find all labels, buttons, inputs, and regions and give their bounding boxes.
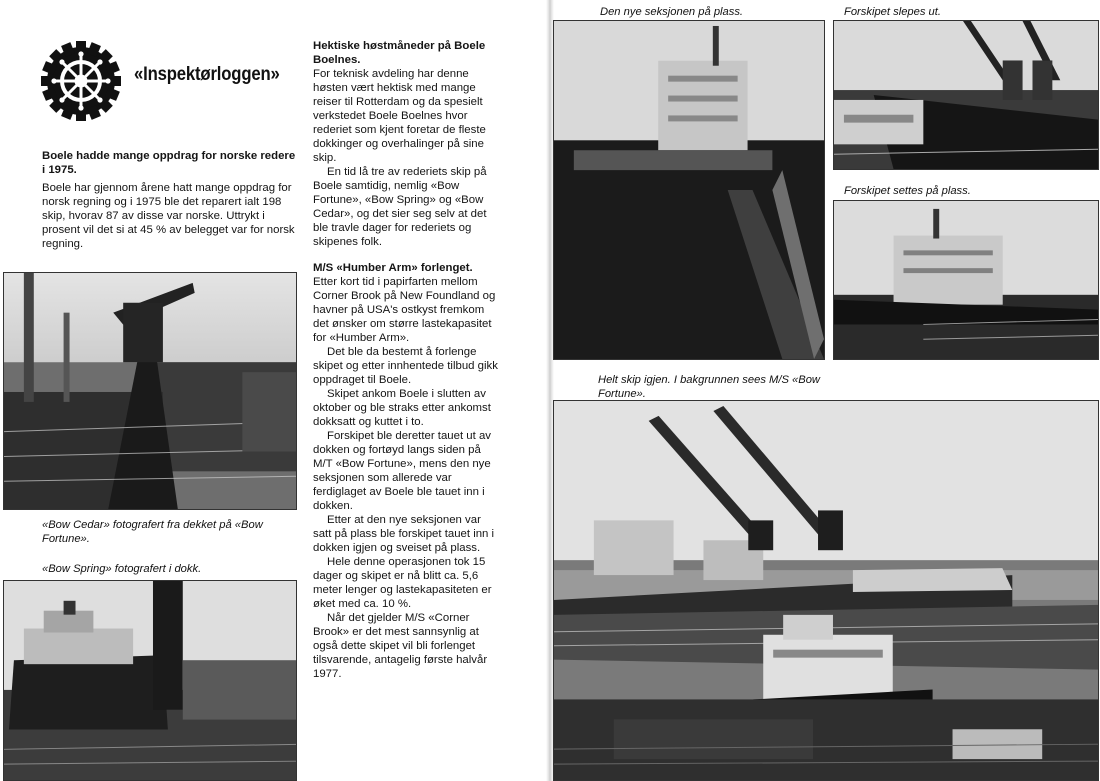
paragraph: Forskipet ble deretter tauet ut av dokken og fortøyd langs siden på M/T «Bow Fortune», mens den nye seksjonen som allerede var ferdiglaget av Boele ble tauet inn i dokken. xyxy=(313,430,491,512)
photo-bow-spring xyxy=(3,580,297,781)
article-body: Boele har gjennom årene hatt mange oppdrag for norsk regning og i 1975 ble det reparert ialt 198 skip, hvorav 87 av disse var norske. Uttrykt i prosent vil det si at 45 % av belegget var for norsk regning. xyxy=(42,182,295,250)
masthead-title: «Inspektørloggen» xyxy=(134,64,280,85)
paragraph: For teknisk avdeling har denne høsten vært hektisk med mange reiser til Rotterdam og da spesielt verkstedet Boele Boelnes hvor rederiet som kjent foretar de fleste dokkinger og overhalinger på sine skip. xyxy=(313,68,486,164)
photo-whole-ship xyxy=(553,400,1099,781)
photo-bow-cedar xyxy=(3,272,297,510)
article-heading: Boele hadde mange oppdrag for norske redere i 1975. xyxy=(42,150,296,176)
paragraph: En tid lå tre av rederiets skip på Boele samtidig, nemlig «Bow Fortune», «Bow Spring» og «Bow Cedar», og det sier seg selv at det ble travle dager for rederiets og skipenes folk. xyxy=(313,166,487,248)
article-column-2 xyxy=(313,39,500,681)
paragraph: Det ble da bestemt å forlenge skipet og etter innhentede tilbud gikk oppdraget til Boele. xyxy=(313,346,498,386)
caption-text: «Bow Cedar» fotografert fra dekket på «Bow Fortune». xyxy=(42,519,263,545)
article-heading: Hektiske høstmåneder på Boele Boelnes. xyxy=(313,40,486,66)
article-boele-1975 xyxy=(42,149,297,251)
caption-bow-cedar xyxy=(42,518,282,546)
paragraph: Skipet ankom Boele i slutten av oktober og ble straks etter ankomst dokksatt og kuttet i to. xyxy=(313,388,491,428)
caption-forward-placed: Forskipet settes på plass. xyxy=(844,185,971,197)
paragraph: Hele denne operasjonen tok 15 dager og skipet er nå blitt ca. 5,6 meter lenger og lastekapasiteten er øket med ca. 10 %. xyxy=(313,556,492,610)
caption-new-section: Den nye seksjonen på plass. xyxy=(600,6,744,18)
caption-bow-spring: «Bow Spring» fotografert i dokk. xyxy=(42,563,202,575)
ship-wheel-in-gear-icon xyxy=(40,40,122,122)
caption-forward-towed: Forskipet slepes ut. xyxy=(844,6,942,18)
paragraph: Når det gjelder M/S «Corner Brook» er det mest sannsynlig at også dette skipet vil bli forlenget tilsvarende, antagelig første halvår 1977. xyxy=(313,612,488,680)
photo-new-section xyxy=(553,20,825,360)
paragraph: Etter at den nye seksjonen var satt på plass ble forskipet tauet inn i dokken igjen og sveiset på plass. xyxy=(313,514,495,554)
paragraph: Etter kort tid i papirfarten mellom Corner Brook på New Foundland og havner på USA's ostkyst fremkom det ønsker om større lastekapasitet for «Humber Arm». xyxy=(313,276,496,344)
caption-whole-ship xyxy=(598,373,838,401)
caption-text: Helt skip igjen. I bakgrunnen sees M/S «Bow Fortune». xyxy=(598,374,821,400)
photo-forward-placed xyxy=(833,200,1099,360)
article-heading: M/S «Humber Arm» forlenget. xyxy=(313,262,473,274)
photo-forward-towed xyxy=(833,20,1099,170)
